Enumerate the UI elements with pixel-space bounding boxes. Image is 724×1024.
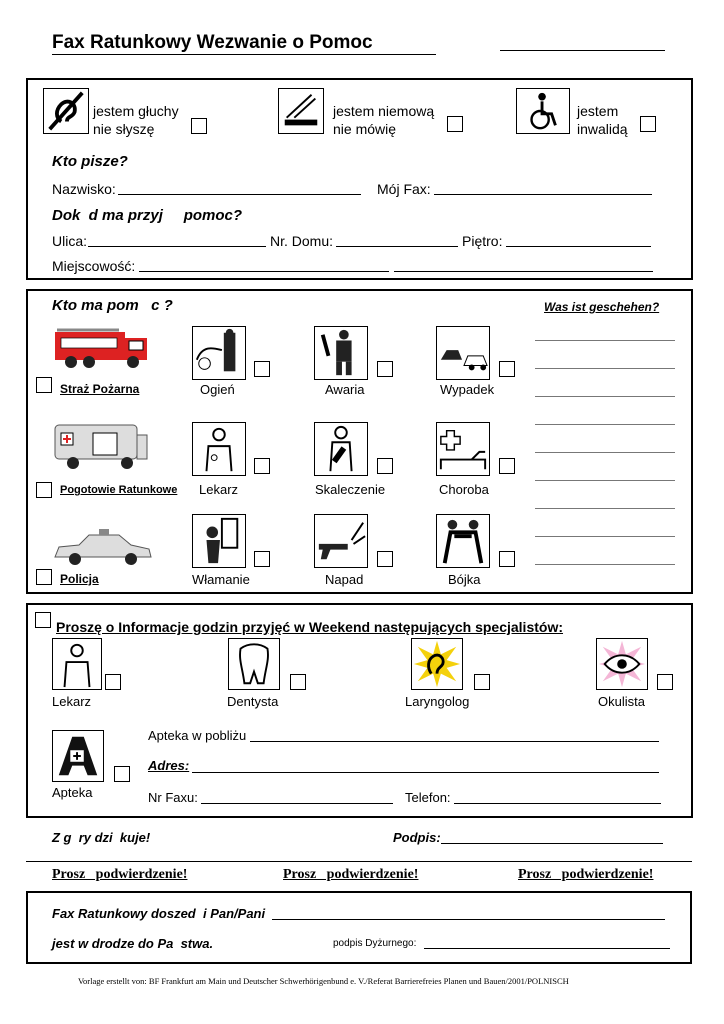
eye-doctor-checkbox[interactable] (657, 674, 673, 690)
disabled-label-1: jestem (577, 103, 619, 119)
confirm-text-2: Prosz podwierdzenie! (283, 867, 419, 882)
police-label: Policja (60, 572, 99, 586)
title-underline (52, 54, 436, 55)
ear-icon (43, 88, 89, 134)
mute-label-2: nie mówię (333, 121, 397, 137)
gp-checkbox[interactable] (105, 674, 121, 690)
accident-label: Wypadek (440, 382, 495, 397)
disabled-checkbox[interactable] (640, 116, 656, 132)
car-crash-icon (436, 326, 490, 380)
pharmacy-fax-field[interactable] (201, 803, 393, 804)
date-line[interactable] (500, 50, 665, 51)
note-line[interactable] (535, 368, 675, 369)
deaf-checkbox[interactable] (191, 118, 207, 134)
illness-label: Choroba (439, 482, 489, 497)
dentist-checkbox[interactable] (290, 674, 306, 690)
doctor-label: Lekarz (199, 482, 239, 497)
fight-icon (436, 514, 490, 568)
fire-brigade-checkbox[interactable] (36, 377, 52, 393)
pharmacy-icon (52, 730, 104, 782)
fire-checkbox[interactable] (254, 361, 270, 377)
eye-doctor-label: Okulista (598, 694, 645, 709)
accident-checkbox[interactable] (499, 361, 515, 377)
ambulance-checkbox[interactable] (36, 482, 52, 498)
doctor-icon (192, 422, 246, 476)
my-fax-field[interactable] (434, 194, 652, 195)
nearby-pharmacy-field[interactable] (250, 741, 659, 742)
who-writes-heading: Kto pisze? (52, 153, 128, 170)
page-title: Fax Ratunkowy Wezwanie o Pomoc (52, 32, 373, 53)
weekend-heading: Proszę o Informacje godzin przyjęć w Weekend następujących specjalistów: (56, 619, 564, 635)
assault-label: Napad (325, 572, 364, 587)
receipt-line-1: Fax Ratunkowy doszed i Pan/Pani (52, 906, 266, 921)
floor-label: Piętro: (462, 233, 503, 249)
divider (26, 861, 692, 862)
breakdown-checkbox[interactable] (377, 361, 393, 377)
disabled-label-2: inwalidą (577, 121, 628, 137)
fire-brigade-label: Straż Pożarna (60, 382, 140, 396)
note-line[interactable] (535, 536, 675, 537)
mute-label-1: jestem niemową (333, 103, 435, 119)
thanks-text: Z g ry dzi kuje! (52, 830, 151, 845)
what-happened-heading: Was ist geschehen? (544, 300, 660, 314)
injury-label: Skaleczenie (315, 482, 386, 497)
duty-sign-label: podpis Dyżurnego: (333, 938, 417, 949)
burglary-label: Włamanie (192, 572, 250, 587)
who-help-heading: Kto ma pom c ? (52, 297, 173, 314)
doctor-checkbox[interactable] (254, 458, 270, 474)
note-line[interactable] (535, 396, 675, 397)
street-field[interactable] (88, 246, 266, 247)
doctor-icon (52, 638, 102, 690)
fire-label: Ogień (200, 382, 235, 397)
police-checkbox[interactable] (36, 569, 52, 585)
pharmacy-label: Apteka (52, 785, 93, 800)
illness-checkbox[interactable] (499, 458, 515, 474)
tools-icon (314, 326, 368, 380)
eye-icon (596, 638, 648, 690)
receipt-section (26, 891, 692, 964)
receipt-line-2: jest w drodze do Pa stwa. (52, 936, 214, 951)
house-label: Nr. Domu: (270, 233, 334, 249)
ambulance-label: Pogotowie Ratunkowe (60, 484, 178, 496)
nearby-pharmacy-label: Apteka w pobliżu (148, 728, 247, 743)
footer-note: Vorlage erstellt von: BF Frankfurt am Main und Deutscher Schwerhörigenbund e. V./Referat Barrierefreies Planen und Bauen/2001/POLNISCH (78, 976, 569, 986)
pharmacy-checkbox[interactable] (114, 766, 130, 782)
burglary-checkbox[interactable] (254, 551, 270, 567)
note-line[interactable] (535, 508, 675, 509)
injury-checkbox[interactable] (377, 458, 393, 474)
surname-label: Nazwisko: (52, 181, 116, 197)
city-field-2[interactable] (394, 271, 653, 272)
phone-field[interactable] (454, 803, 661, 804)
note-line[interactable] (535, 424, 675, 425)
fire-truck-icon (53, 326, 149, 370)
where-heading: Dok d ma przyj pomoc? (52, 207, 243, 224)
city-label: Miejscowość: (52, 258, 136, 274)
gun-icon (314, 514, 368, 568)
bandage-icon (314, 422, 368, 476)
tooth-icon (228, 638, 280, 690)
bed-icon (436, 422, 490, 476)
surname-field[interactable] (118, 194, 361, 195)
ambulance-icon (53, 419, 149, 471)
duty-sign-field[interactable] (424, 948, 670, 949)
ear-loud-icon (411, 638, 463, 690)
police-car-icon (53, 527, 153, 567)
assault-checkbox[interactable] (377, 551, 393, 567)
note-line[interactable] (535, 564, 675, 565)
ent-checkbox[interactable] (474, 674, 490, 690)
signature-field[interactable] (441, 843, 663, 844)
burglar-icon (192, 514, 246, 568)
speech-icon (278, 88, 324, 134)
wheelchair-icon (516, 88, 570, 134)
confirm-text-1: Prosz podwierdzenie! (52, 867, 188, 882)
note-line[interactable] (535, 480, 675, 481)
pharmacy-fax-label: Nr Faxu: (148, 790, 198, 805)
fight-checkbox[interactable] (499, 551, 515, 567)
address-field[interactable] (192, 772, 659, 773)
fight-label: Bójka (448, 572, 481, 587)
mute-checkbox[interactable] (447, 116, 463, 132)
floor-field[interactable] (506, 246, 651, 247)
receipt-name-field[interactable] (272, 919, 665, 920)
confirm-text-3: Prosz podwierdzenie! (518, 867, 654, 882)
dentist-label: Dentysta (227, 694, 279, 709)
house-field[interactable] (336, 246, 458, 247)
breakdown-label: Awaria (325, 382, 365, 397)
note-line[interactable] (535, 452, 675, 453)
signature-label: Podpis: (393, 830, 441, 845)
city-field[interactable] (139, 271, 389, 272)
note-line[interactable] (535, 340, 675, 341)
deaf-label-1: jestem głuchy (93, 103, 179, 119)
phone-label: Telefon: (405, 790, 451, 805)
street-label: Ulica: (52, 233, 88, 249)
my-fax-label: Mój Fax: (377, 181, 431, 197)
fire-icon (192, 326, 246, 380)
gp-label: Lekarz (52, 694, 92, 709)
weekend-section (26, 603, 693, 818)
deaf-label-2: nie słyszę (93, 121, 155, 137)
ent-label: Laryngolog (405, 694, 470, 709)
address-label: Adres: (148, 758, 190, 773)
weekend-checkbox[interactable] (35, 612, 51, 628)
